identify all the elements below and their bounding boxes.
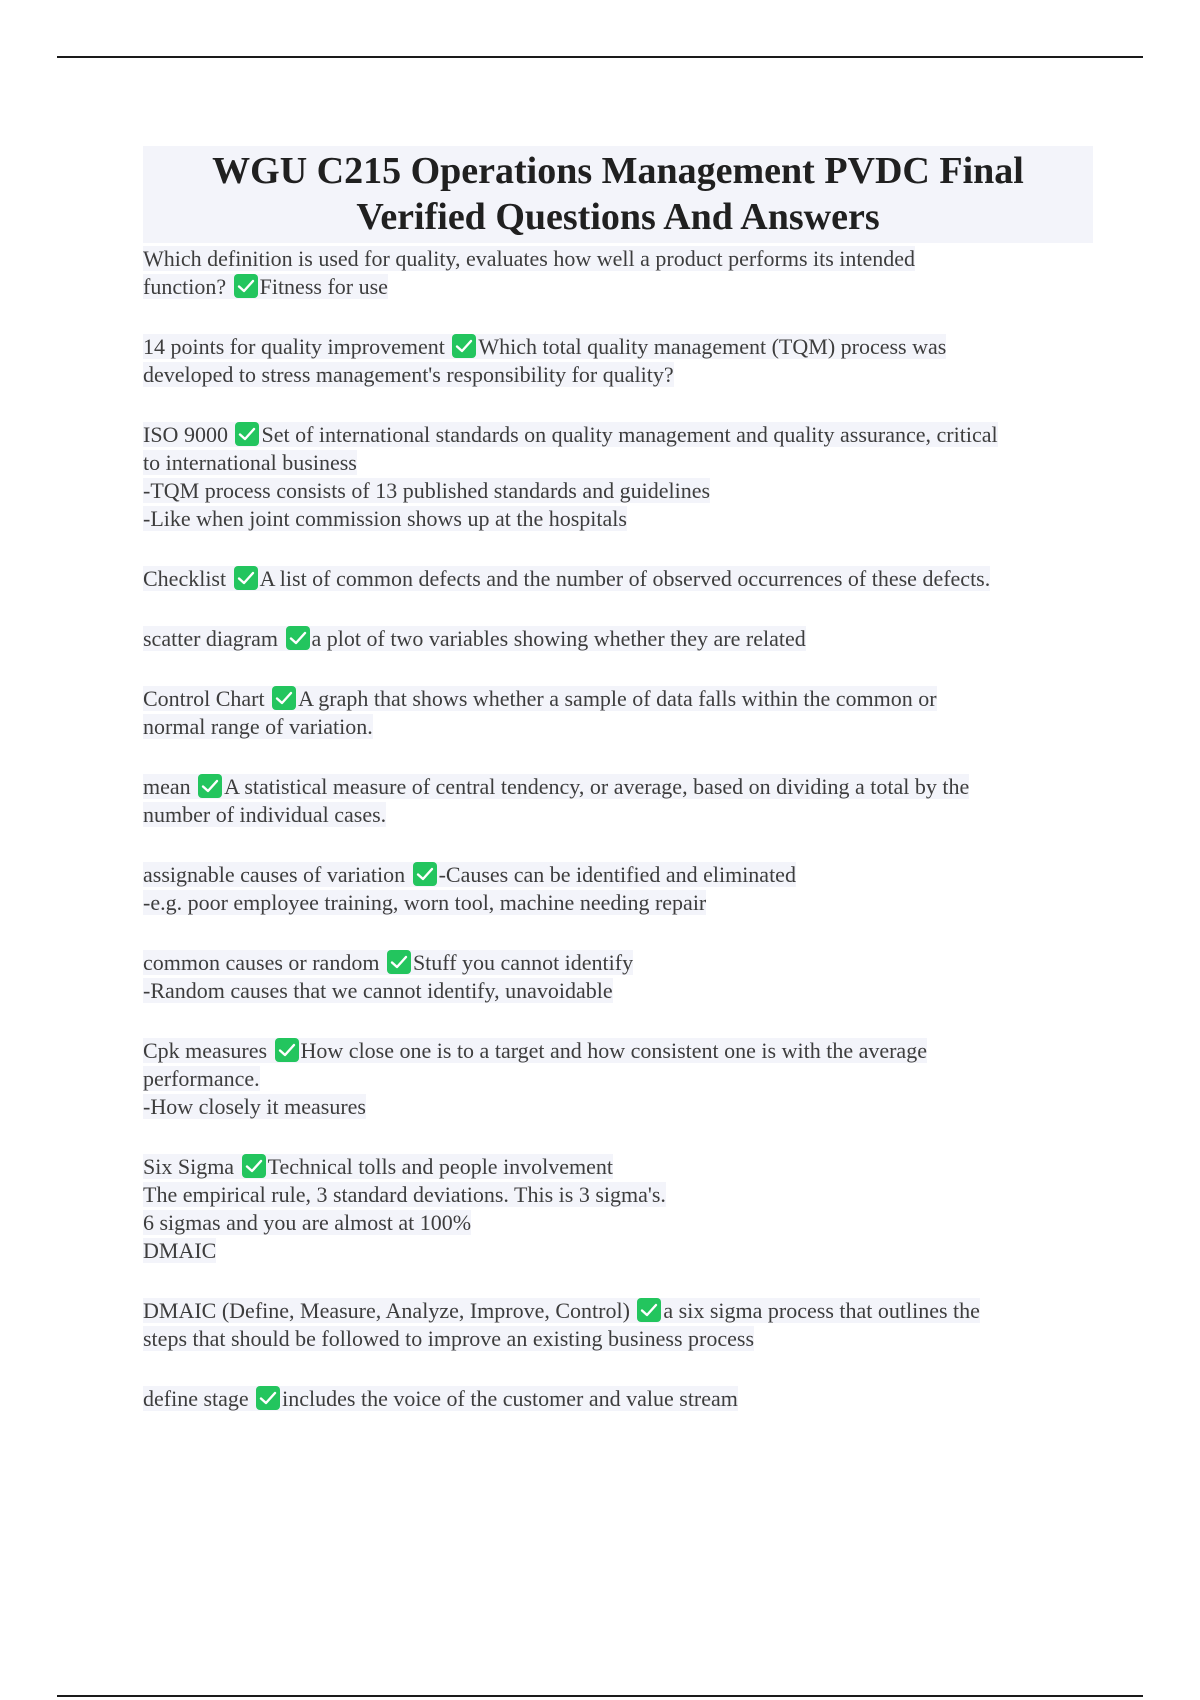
question-text: Checklist [143, 566, 227, 591]
line-highlight [143, 802, 386, 827]
line-highlight [143, 1038, 927, 1063]
line-highlight [143, 334, 946, 359]
line-highlight [143, 890, 706, 915]
text-line [143, 977, 1093, 1005]
question-text-cont: function? [143, 274, 227, 299]
text-line [143, 421, 1093, 449]
check-mark-icon [242, 1154, 266, 1178]
check-mark-icon [413, 862, 437, 886]
line-highlight [143, 862, 796, 887]
question-text: scatter diagram [143, 626, 278, 651]
check-mark-icon [286, 626, 310, 650]
question-text: define stage [143, 1386, 249, 1411]
text-line [143, 505, 1093, 533]
answer-text: a plot of two variables showing whether they are related [311, 626, 806, 651]
qa-item [143, 1297, 1093, 1353]
answer-text-cont: performance. [143, 1066, 260, 1091]
line-highlight [143, 1386, 738, 1411]
line-highlight [143, 246, 915, 271]
document-title: WGU C215 Operations Management PVDC Final Verified Questions And Answers [212, 150, 1024, 238]
text-line [143, 1065, 1093, 1093]
answer-text: includes the voice of the customer and value stream [282, 1386, 738, 1411]
line-highlight [143, 1154, 613, 1179]
text-line [143, 1209, 1093, 1237]
text-line [143, 1093, 1093, 1121]
answer-note: -How closely it measures [143, 1094, 366, 1119]
check-mark-icon [387, 950, 411, 974]
check-mark-icon [637, 1298, 661, 1322]
line-highlight [143, 1238, 216, 1263]
bottom-rule [57, 1695, 1143, 1697]
check-mark-icon [234, 566, 258, 590]
question-text: ISO 9000 [143, 422, 228, 447]
answer-text-cont: to international business [143, 450, 357, 475]
answer-text: A statistical measure of central tendency, or average, based on dividing a total by the [224, 774, 970, 799]
line-highlight [143, 978, 613, 1003]
text-line [143, 1181, 1093, 1209]
line-highlight [143, 450, 357, 475]
qa-item [143, 333, 1093, 389]
answer-text: Stuff you cannot identify [412, 950, 634, 975]
title-block [143, 146, 1093, 243]
qa-item [143, 773, 1093, 829]
answer-note: The empirical rule, 3 standard deviations. This is 3 sigma's. [143, 1182, 666, 1207]
question-text: DMAIC (Define, Measure, Analyze, Improve, Control) [143, 1298, 630, 1323]
text-line [143, 1037, 1093, 1065]
text-line [143, 801, 1093, 829]
check-mark-icon [275, 1038, 299, 1062]
top-rule [57, 56, 1143, 58]
check-mark-icon [198, 774, 222, 798]
text-line [143, 333, 1093, 361]
text-line [143, 1325, 1093, 1353]
question-text: common causes or random [143, 950, 380, 975]
text-line [143, 245, 1093, 273]
answer-text: A list of common defects and the number of observed occurrences of these defects. [259, 566, 991, 591]
document-body [143, 146, 1093, 1445]
qa-item [143, 245, 1093, 301]
answer-text: A graph that shows whether a sample of data falls within the common or [298, 686, 937, 711]
answer-text: Technical tolls and people involvement [267, 1154, 614, 1179]
line-highlight [143, 686, 937, 711]
answer-text: Which total quality management (TQM) process was [478, 334, 947, 359]
answer-text: Set of international standards on quality management and quality assurance, critical [261, 422, 998, 447]
line-highlight [143, 626, 806, 651]
text-line [143, 361, 1093, 389]
check-mark-icon [272, 686, 296, 710]
qa-item [143, 625, 1093, 653]
qa-item [143, 1037, 1093, 1121]
question-text: mean [143, 774, 191, 799]
line-highlight [143, 950, 633, 975]
answer-text: How close one is to a target and how consistent one is with the average [300, 1038, 927, 1063]
text-line [143, 773, 1093, 801]
answer-note: 6 sigmas and you are almost at 100% [143, 1210, 472, 1235]
qa-item [143, 861, 1093, 917]
text-line [143, 477, 1093, 505]
answer-text-cont: normal range of variation. [143, 714, 373, 739]
answer-note: -e.g. poor employee training, worn tool, machine needing repair [143, 890, 707, 915]
qa-item [143, 685, 1093, 741]
text-line [143, 1237, 1093, 1265]
check-mark-icon [234, 274, 258, 298]
question-text: Which definition is used for quality, evaluates how well a product performs its intended [143, 246, 916, 271]
line-highlight [143, 774, 969, 799]
answer-text: Fitness for use [259, 274, 388, 299]
line-highlight [143, 506, 627, 531]
text-line [143, 449, 1093, 477]
text-line [143, 1385, 1093, 1413]
text-line [143, 861, 1093, 889]
text-line [143, 949, 1093, 977]
line-highlight [143, 566, 990, 591]
line-highlight [143, 478, 710, 503]
check-mark-icon [256, 1386, 280, 1410]
answer-note: DMAIC [143, 1238, 217, 1263]
text-line [143, 1153, 1093, 1181]
check-mark-icon [452, 334, 476, 358]
question-text: 14 points for quality improvement [143, 334, 445, 359]
text-line [143, 565, 1093, 593]
qa-item [143, 1385, 1093, 1413]
qa-list [143, 245, 1093, 1413]
answer-text-cont: steps that should be followed to improve an existing business process [143, 1326, 755, 1351]
text-line [143, 685, 1093, 713]
answer-text-cont: number of individual cases. [143, 802, 387, 827]
answer-text: a six sigma process that outlines the [663, 1298, 980, 1323]
qa-item [143, 1153, 1093, 1265]
question-text: assignable causes of variation [143, 862, 406, 887]
answer-note: -Like when joint commission shows up at the hospitals [143, 506, 627, 531]
answer-note: -Random causes that we cannot identify, unavoidable [143, 978, 613, 1003]
line-highlight [143, 422, 998, 447]
check-mark-icon [235, 422, 259, 446]
text-line [143, 625, 1093, 653]
line-highlight [143, 1210, 471, 1235]
answer-text: -Causes can be identified and eliminated [438, 862, 796, 887]
line-highlight [143, 1326, 754, 1351]
qa-item [143, 565, 1093, 593]
text-line [143, 273, 1093, 301]
answer-note: -TQM process consists of 13 published standards and guidelines [143, 478, 711, 503]
line-highlight [143, 274, 388, 299]
line-highlight [143, 1066, 260, 1091]
text-line [143, 1297, 1093, 1325]
line-highlight [143, 1182, 666, 1207]
line-highlight [143, 714, 373, 739]
text-line [143, 889, 1093, 917]
line-highlight [143, 1094, 366, 1119]
question-text: Six Sigma [143, 1154, 235, 1179]
question-text: Cpk measures [143, 1038, 268, 1063]
qa-item [143, 949, 1093, 1005]
answer-text-cont: developed to stress management's responsibility for quality? [143, 362, 674, 387]
qa-item [143, 421, 1093, 533]
line-highlight [143, 1298, 980, 1323]
text-line [143, 713, 1093, 741]
line-highlight [143, 362, 674, 387]
question-text: Control Chart [143, 686, 265, 711]
